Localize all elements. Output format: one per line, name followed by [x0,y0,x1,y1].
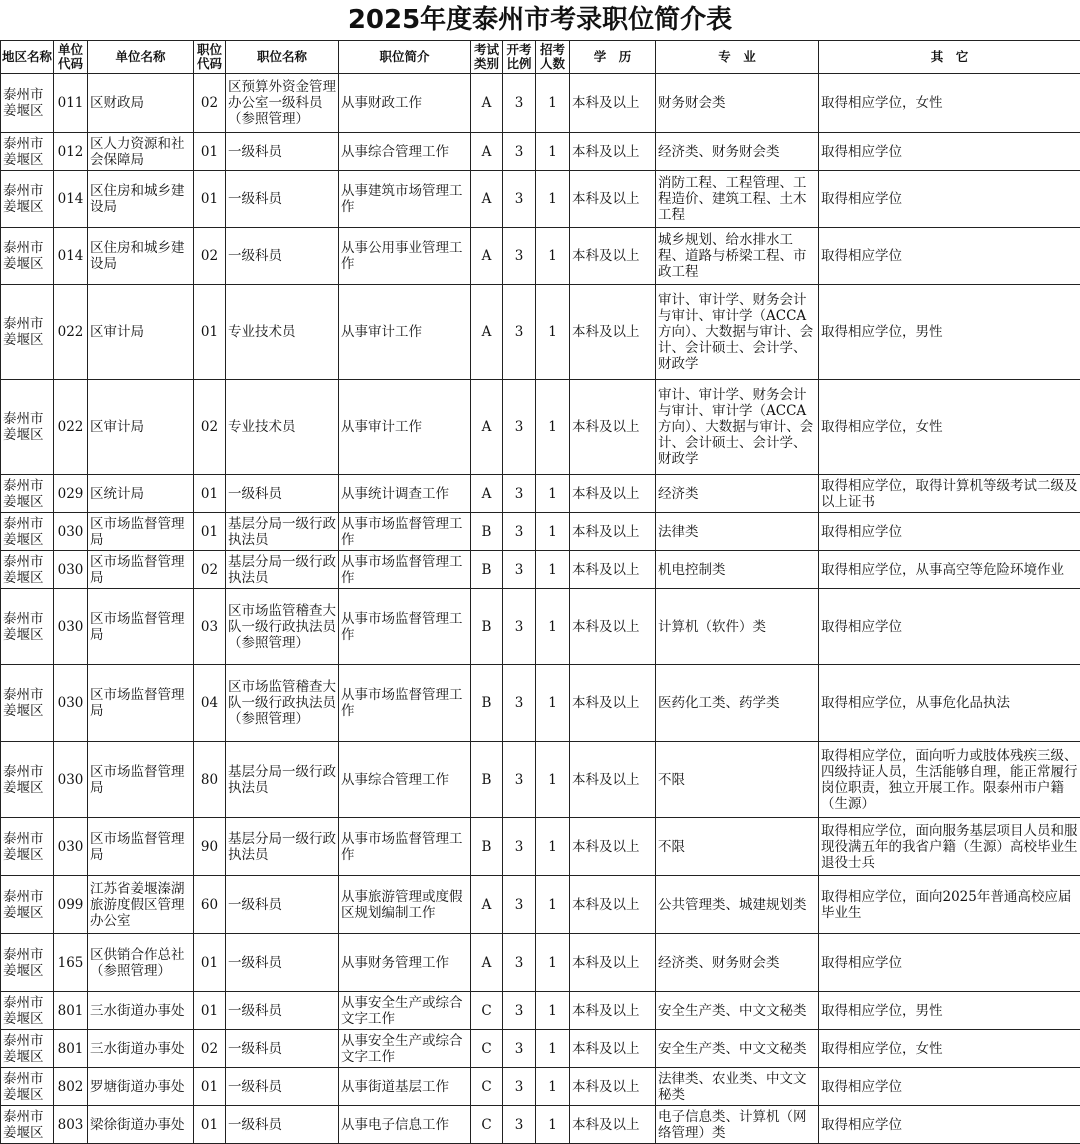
position-desc-cell: 从事审计工作 [339,380,471,475]
header-unit-name: 单位名称 [88,41,194,74]
unit-name-cell: 区审计局 [88,285,194,380]
education-cell: 本科及以上 [570,1106,656,1144]
position-name-cell: 一级科员 [226,934,339,992]
exam-type-cell: A [471,876,503,934]
position-desc-cell: 从事市场监督管理工作 [339,818,471,876]
header-ratio: 开考比例 [503,41,536,74]
position-code-cell: 01 [194,934,226,992]
unit-name-cell: 三水街道办事处 [88,1030,194,1068]
table-row [1,992,1080,1030]
position-desc-cell: 从事旅游管理或度假区规划编制工作 [339,876,471,934]
position-name-cell: 一级科员 [226,1106,339,1144]
major-cell: 电子信息类、计算机（网络管理）类 [656,1106,819,1144]
count-cell: 1 [536,818,570,876]
header-position-desc: 职位简介 [339,41,471,74]
exam-type-cell: A [471,74,503,133]
ratio-cell: 3 [503,1106,536,1144]
position-desc-cell: 从事街道基层工作 [339,1068,471,1106]
region-cell: 泰州市姜堰区 [1,228,54,285]
region-cell: 泰州市姜堰区 [1,665,54,742]
region-cell: 泰州市姜堰区 [1,1106,54,1144]
position-desc-cell: 从事市场监督管理工作 [339,665,471,742]
unit-name-cell: 梁徐街道办事处 [88,1106,194,1144]
major-cell: 不限 [656,818,819,876]
page-title: 2025年度泰州市考录职位简介表 [347,5,733,35]
position-desc-cell: 从事财务管理工作 [339,934,471,992]
table-row [1,475,1080,513]
header-region: 地区名称 [1,41,54,74]
position-desc-cell: 从事安全生产或综合文字工作 [339,1030,471,1068]
other-cell: 取得相应学位 [819,228,1080,285]
education-cell: 本科及以上 [570,171,656,228]
position-name-cell: 一级科员 [226,133,339,171]
exam-type-cell: B [471,665,503,742]
position-code-cell: 01 [194,992,226,1030]
exam-type-cell: A [471,171,503,228]
count-cell: 1 [536,133,570,171]
position-code-cell: 01 [194,513,226,551]
table-row [1,1106,1080,1144]
ratio-cell: 3 [503,74,536,133]
count-cell: 1 [536,1106,570,1144]
unit-code-cell: 099 [54,876,88,934]
education-cell: 本科及以上 [570,742,656,818]
unit-name-cell: 区市场监督管理局 [88,665,194,742]
unit-code-cell: 030 [54,665,88,742]
other-cell: 取得相应学位，面向2025年普通高校应届毕业生 [819,876,1080,934]
region-cell: 泰州市姜堰区 [1,551,54,589]
ratio-cell: 3 [503,665,536,742]
unit-name-cell: 三水街道办事处 [88,992,194,1030]
unit-name-cell: 区市场监督管理局 [88,818,194,876]
unit-name-cell: 罗塘街道办事处 [88,1068,194,1106]
exam-type-cell: C [471,1068,503,1106]
unit-code-cell: 801 [54,1030,88,1068]
table-row [1,133,1080,171]
header-major: 专 业 [656,41,819,74]
position-code-cell: 01 [194,285,226,380]
unit-code-cell: 014 [54,171,88,228]
other-cell: 取得相应学位，面向听力或肢体残疾三级、四级持证人员，生活能够自理，能正常履行岗位职责，独立开展工作。限泰州市户籍（生源） [819,742,1080,818]
position-name-cell: 一级科员 [226,1068,339,1106]
education-cell: 本科及以上 [570,228,656,285]
major-cell: 经济类、财务财会类 [656,934,819,992]
region-cell: 泰州市姜堰区 [1,589,54,665]
count-cell: 1 [536,228,570,285]
region-cell: 泰州市姜堰区 [1,475,54,513]
position-desc-cell: 从事市场监督管理工作 [339,589,471,665]
position-desc-cell: 从事财政工作 [339,74,471,133]
exam-type-cell: A [471,380,503,475]
region-cell: 泰州市姜堰区 [1,742,54,818]
region-cell: 泰州市姜堰区 [1,171,54,228]
region-cell: 泰州市姜堰区 [1,513,54,551]
position-desc-cell: 从事市场监督管理工作 [339,513,471,551]
table-row [1,876,1080,934]
region-cell: 泰州市姜堰区 [1,876,54,934]
count-cell: 1 [536,992,570,1030]
ratio-cell: 3 [503,551,536,589]
position-code-cell: 02 [194,74,226,133]
major-cell: 安全生产类、中文文秘类 [656,992,819,1030]
position-name-cell: 一级科员 [226,228,339,285]
other-cell: 取得相应学位，从事高空等危险环境作业 [819,551,1080,589]
position-code-cell: 80 [194,742,226,818]
major-cell: 审计、审计学、财务会计与审计、审计学（ACCA方向）、大数据与审计、会计、会计硕士、会计学、财政学 [656,380,819,475]
position-desc-cell: 从事安全生产或综合文字工作 [339,992,471,1030]
education-cell: 本科及以上 [570,133,656,171]
unit-name-cell: 区住房和城乡建设局 [88,228,194,285]
position-name-cell: 一级科员 [226,992,339,1030]
other-cell: 取得相应学位，从事危化品执法 [819,665,1080,742]
position-desc-cell: 从事电子信息工作 [339,1106,471,1144]
count-cell: 1 [536,380,570,475]
ratio-cell: 3 [503,285,536,380]
position-desc-cell: 从事综合管理工作 [339,133,471,171]
education-cell: 本科及以上 [570,589,656,665]
exam-type-cell: C [471,992,503,1030]
exam-type-cell: B [471,589,503,665]
position-name-cell: 专业技术员 [226,285,339,380]
position-name-cell: 基层分局一级行政执法员 [226,818,339,876]
other-cell: 取得相应学位，取得计算机等级考试二级及以上证书 [819,475,1080,513]
major-cell: 计算机（软件）类 [656,589,819,665]
position-name-cell: 一级科员 [226,475,339,513]
position-code-cell: 01 [194,171,226,228]
other-cell: 取得相应学位 [819,171,1080,228]
major-cell: 城乡规划、给水排水工程、道路与桥梁工程、市政工程 [656,228,819,285]
header-position-code: 职位代码 [194,41,226,74]
position-desc-cell: 从事统计调查工作 [339,475,471,513]
position-code-cell: 01 [194,1106,226,1144]
exam-type-cell: B [471,551,503,589]
ratio-cell: 3 [503,1068,536,1106]
count-cell: 1 [536,665,570,742]
header-count: 招考人数 [536,41,570,74]
position-code-cell: 01 [194,475,226,513]
header-row [1,41,1080,74]
ratio-cell: 3 [503,380,536,475]
header-education: 学 历 [570,41,656,74]
region-cell: 泰州市姜堰区 [1,133,54,171]
unit-name-cell: 区财政局 [88,74,194,133]
position-code-cell: 02 [194,1030,226,1068]
region-cell: 泰州市姜堰区 [1,1068,54,1106]
unit-code-cell: 030 [54,818,88,876]
unit-name-cell: 区供销合作总社（参照管理） [88,934,194,992]
unit-code-cell: 022 [54,285,88,380]
unit-code-cell: 801 [54,992,88,1030]
unit-code-cell: 802 [54,1068,88,1106]
major-cell: 不限 [656,742,819,818]
other-cell: 取得相应学位 [819,934,1080,992]
count-cell: 1 [536,589,570,665]
header-unit-code: 单位代码 [54,41,88,74]
education-cell: 本科及以上 [570,513,656,551]
ratio-cell: 3 [503,742,536,818]
major-cell: 审计、审计学、财务会计与审计、审计学（ACCA方向）、大数据与审计、会计、会计硕士、会计学、财政学 [656,285,819,380]
exam-type-cell: A [471,475,503,513]
count-cell: 1 [536,742,570,818]
ratio-cell: 3 [503,475,536,513]
position-name-cell: 一级科员 [226,171,339,228]
major-cell: 经济类、财务财会类 [656,133,819,171]
unit-name-cell: 区住房和城乡建设局 [88,171,194,228]
education-cell: 本科及以上 [570,934,656,992]
position-name-cell: 专业技术员 [226,380,339,475]
unit-name-cell: 区审计局 [88,380,194,475]
exam-type-cell: A [471,285,503,380]
other-cell: 取得相应学位，女性 [819,74,1080,133]
header-exam-type: 考试类别 [471,41,503,74]
ratio-cell: 3 [503,171,536,228]
education-cell: 本科及以上 [570,551,656,589]
education-cell: 本科及以上 [570,665,656,742]
position-name-cell: 一级科员 [226,876,339,934]
ratio-cell: 3 [503,589,536,665]
position-code-cell: 90 [194,818,226,876]
ratio-cell: 3 [503,818,536,876]
position-name-cell: 区预算外资金管理办公室一级科员（参照管理） [226,74,339,133]
ratio-cell: 3 [503,876,536,934]
position-code-cell: 01 [194,1068,226,1106]
position-code-cell: 02 [194,380,226,475]
unit-code-cell: 165 [54,934,88,992]
table-row [1,1068,1080,1106]
unit-code-cell: 022 [54,380,88,475]
count-cell: 1 [536,285,570,380]
other-cell: 取得相应学位 [819,589,1080,665]
position-name-cell: 基层分局一级行政执法员 [226,551,339,589]
position-code-cell: 02 [194,551,226,589]
count-cell: 1 [536,475,570,513]
position-code-cell: 01 [194,133,226,171]
other-cell: 取得相应学位，男性 [819,992,1080,1030]
table-row [1,285,1080,380]
region-cell: 泰州市姜堰区 [1,74,54,133]
other-cell: 取得相应学位 [819,513,1080,551]
unit-code-cell: 030 [54,551,88,589]
table-row [1,228,1080,285]
major-cell: 法律类、农业类、中文文秘类 [656,1068,819,1106]
ratio-cell: 3 [503,513,536,551]
position-code-cell: 02 [194,228,226,285]
exam-type-cell: A [471,934,503,992]
major-cell: 消防工程、工程管理、工程造价、建筑工程、土木工程 [656,171,819,228]
region-cell: 泰州市姜堰区 [1,1030,54,1068]
position-desc-cell: 从事公用事业管理工作 [339,228,471,285]
region-cell: 泰州市姜堰区 [1,285,54,380]
ratio-cell: 3 [503,934,536,992]
table-row [1,74,1080,133]
position-name-cell: 一级科员 [226,1030,339,1068]
exam-type-cell: A [471,228,503,285]
position-desc-cell: 从事审计工作 [339,285,471,380]
unit-code-cell: 803 [54,1106,88,1144]
education-cell: 本科及以上 [570,876,656,934]
exam-type-cell: B [471,818,503,876]
education-cell: 本科及以上 [570,1068,656,1106]
education-cell: 本科及以上 [570,1030,656,1068]
other-cell: 取得相应学位 [819,1106,1080,1144]
position-desc-cell: 从事市场监督管理工作 [339,551,471,589]
table-row [1,380,1080,475]
unit-code-cell: 030 [54,742,88,818]
count-cell: 1 [536,551,570,589]
education-cell: 本科及以上 [570,818,656,876]
position-name-cell: 基层分局一级行政执法员 [226,513,339,551]
unit-code-cell: 030 [54,589,88,665]
unit-name-cell: 区市场监督管理局 [88,742,194,818]
other-cell: 取得相应学位 [819,133,1080,171]
region-cell: 泰州市姜堰区 [1,992,54,1030]
major-cell: 医药化工类、药学类 [656,665,819,742]
ratio-cell: 3 [503,133,536,171]
education-cell: 本科及以上 [570,992,656,1030]
position-table [0,40,1080,1144]
unit-code-cell: 011 [54,74,88,133]
unit-name-cell: 区市场监督管理局 [88,513,194,551]
count-cell: 1 [536,1030,570,1068]
position-desc-cell: 从事建筑市场管理工作 [339,171,471,228]
position-code-cell: 60 [194,876,226,934]
position-name-cell: 区市场监管稽查大队一级行政执法员（参照管理） [226,665,339,742]
position-code-cell: 04 [194,665,226,742]
major-cell: 财务财会类 [656,74,819,133]
table-row [1,934,1080,992]
unit-name-cell: 区人力资源和社会保障局 [88,133,194,171]
unit-name-cell: 区市场监督管理局 [88,589,194,665]
count-cell: 1 [536,74,570,133]
unit-code-cell: 030 [54,513,88,551]
exam-type-cell: C [471,1030,503,1068]
count-cell: 1 [536,171,570,228]
education-cell: 本科及以上 [570,285,656,380]
exam-type-cell: C [471,1106,503,1144]
other-cell: 取得相应学位，面向服务基层项目人员和服现役满五年的我省户籍（生源）高校毕业生退役士兵 [819,818,1080,876]
header-other: 其 它 [819,41,1080,74]
major-cell: 公共管理类、城建规划类 [656,876,819,934]
table-row [1,551,1080,589]
table-row [1,589,1080,665]
position-name-cell: 基层分局一级行政执法员 [226,742,339,818]
education-cell: 本科及以上 [570,74,656,133]
region-cell: 泰州市姜堰区 [1,818,54,876]
unit-name-cell: 区市场监督管理局 [88,551,194,589]
header-position-name: 职位名称 [226,41,339,74]
position-name-cell: 区市场监管稽查大队一级行政执法员（参照管理） [226,589,339,665]
count-cell: 1 [536,513,570,551]
region-cell: 泰州市姜堰区 [1,380,54,475]
count-cell: 1 [536,876,570,934]
unit-code-cell: 012 [54,133,88,171]
major-cell: 法律类 [656,513,819,551]
unit-code-cell: 014 [54,228,88,285]
major-cell: 安全生产类、中文文秘类 [656,1030,819,1068]
table-row [1,665,1080,742]
table-row [1,513,1080,551]
table-row [1,1030,1080,1068]
ratio-cell: 3 [503,228,536,285]
exam-type-cell: A [471,133,503,171]
table-row [1,742,1080,818]
other-cell: 取得相应学位，女性 [819,380,1080,475]
ratio-cell: 3 [503,1030,536,1068]
other-cell: 取得相应学位 [819,1068,1080,1106]
education-cell: 本科及以上 [570,380,656,475]
exam-type-cell: B [471,513,503,551]
table-row [1,818,1080,876]
other-cell: 取得相应学位，女性 [819,1030,1080,1068]
table-row [1,171,1080,228]
unit-name-cell: 区统计局 [88,475,194,513]
position-desc-cell: 从事综合管理工作 [339,742,471,818]
unit-name-cell: 江苏省姜堰溱湖旅游度假区管理办公室 [88,876,194,934]
position-code-cell: 03 [194,589,226,665]
education-cell: 本科及以上 [570,475,656,513]
ratio-cell: 3 [503,992,536,1030]
exam-type-cell: B [471,742,503,818]
major-cell: 机电控制类 [656,551,819,589]
count-cell: 1 [536,1068,570,1106]
count-cell: 1 [536,934,570,992]
unit-code-cell: 029 [54,475,88,513]
region-cell: 泰州市姜堰区 [1,934,54,992]
major-cell: 经济类 [656,475,819,513]
other-cell: 取得相应学位，男性 [819,285,1080,380]
